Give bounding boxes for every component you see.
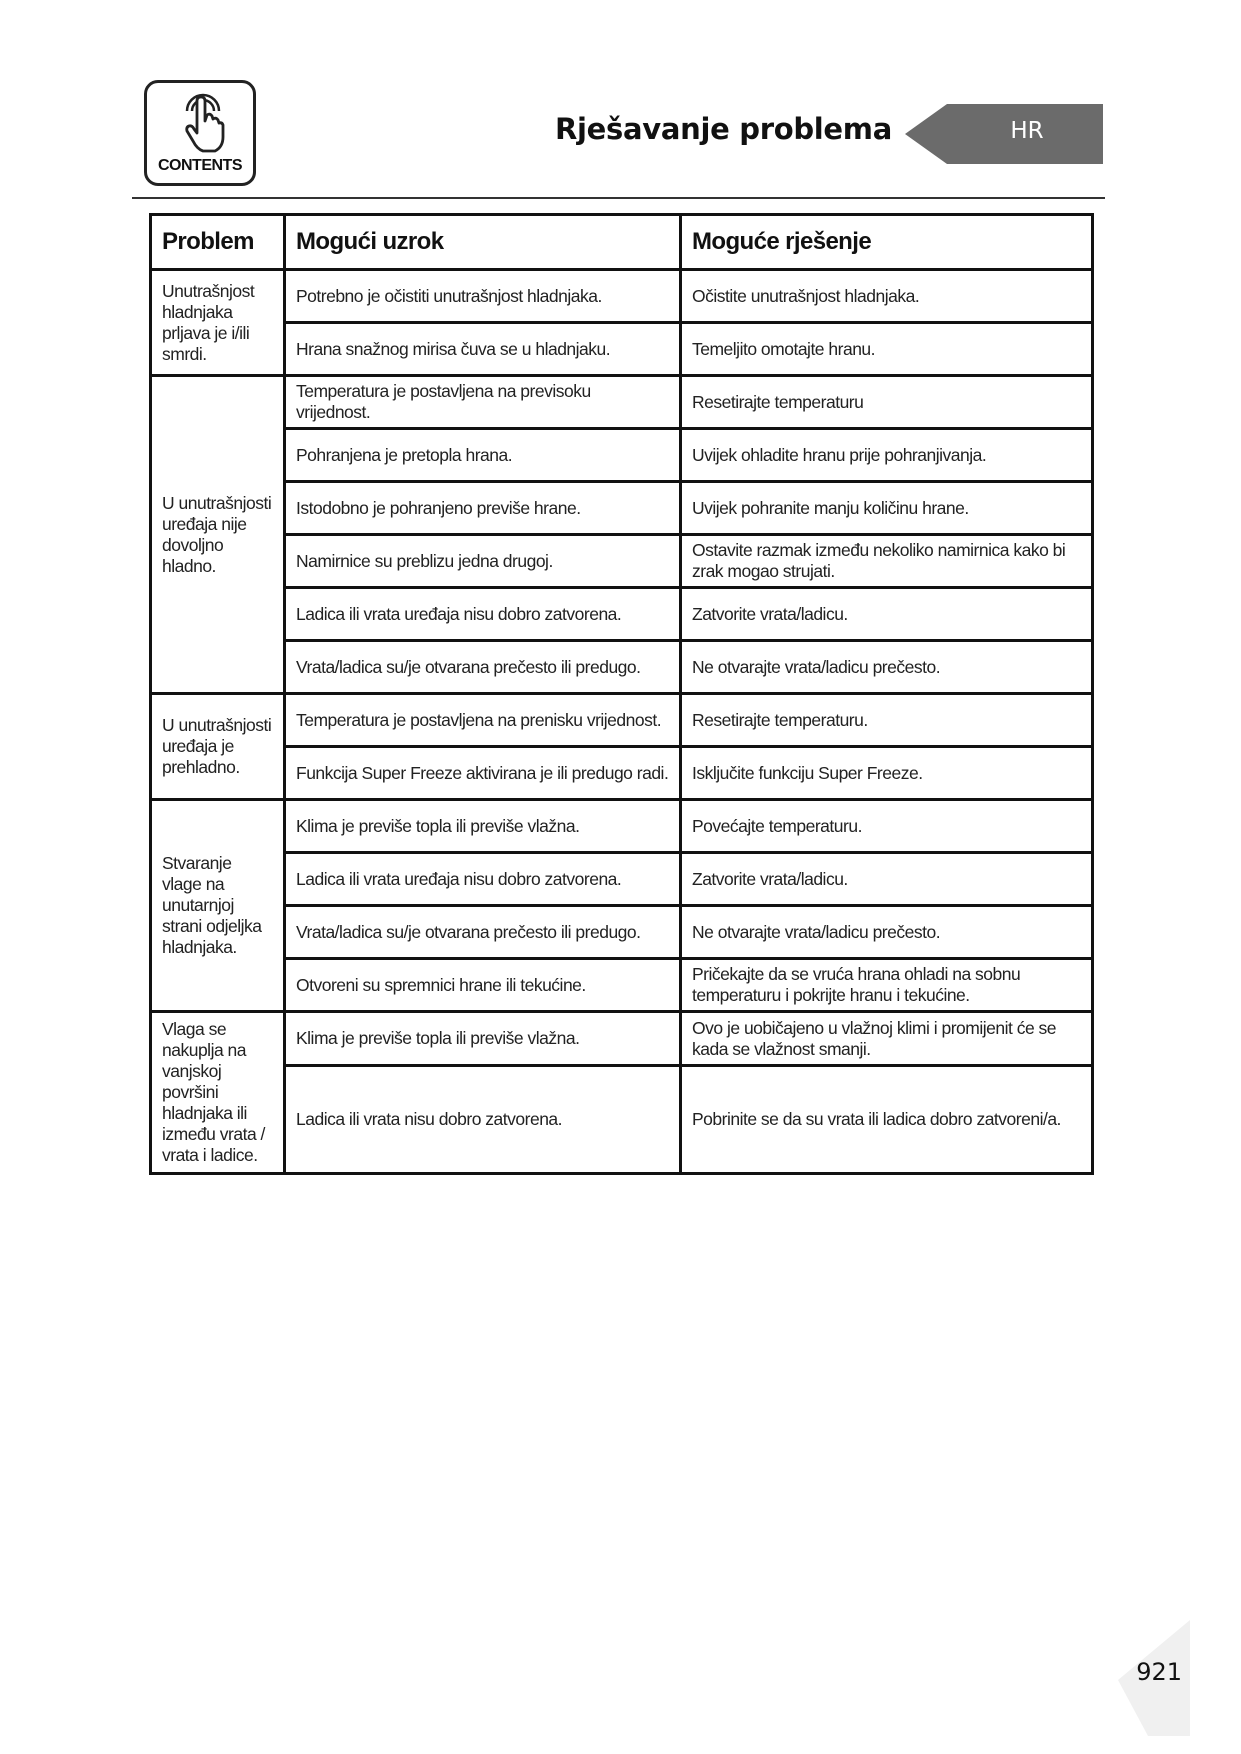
language-label: HR: [1010, 118, 1044, 144]
table-row: [151, 853, 1093, 906]
cause-cell: Temperatura je postavljena na previsoku vrijednost.: [285, 376, 681, 429]
solution-cell: Temeljito omotajte hranu.: [681, 323, 1093, 376]
solution-cell: Resetirajte temperaturu: [681, 376, 1093, 429]
table-row: [151, 482, 1093, 535]
problem-cell: Unutrašnjost hladnjaka prljava je i/ili smrdi.: [151, 270, 285, 376]
table-row: [151, 694, 1093, 747]
cause-cell: Ladica ili vrata uređaja nisu dobro zatvorena.: [285, 588, 681, 641]
solution-cell: Isključite funkciju Super Freeze.: [681, 747, 1093, 800]
header-divider: [132, 197, 1105, 199]
table-row: [151, 959, 1093, 1012]
cause-cell: Ladica ili vrata nisu dobro zatvorena.: [285, 1066, 681, 1174]
cause-cell: Funkcija Super Freeze aktivirana je ili predugo radi.: [285, 747, 681, 800]
cause-cell: Klima je previše topla ili previše vlažna.: [285, 800, 681, 853]
troubleshooting-table: [149, 213, 1094, 1175]
solution-cell: Ostavite razmak između nekoliko namirnica kako bi zrak mogao strujati.: [681, 535, 1093, 588]
solution-cell: Uvijek pohranite manju količinu hrane.: [681, 482, 1093, 535]
table-row: [151, 588, 1093, 641]
table-row: [151, 641, 1093, 694]
contents-label: CONTENTS: [158, 157, 242, 174]
solution-cell: Ne otvarajte vrata/ladicu prečesto.: [681, 906, 1093, 959]
problem-cell: U unutrašnjosti uređaja nije dovoljno hladno.: [151, 376, 285, 694]
solution-cell: Pričekajte da se vruća hrana ohladi na sobnu temperaturu i pokrijte hranu i tekućine.: [681, 959, 1093, 1012]
cause-cell: Namirnice su preblizu jedna drugoj.: [285, 535, 681, 588]
solution-cell: Uvijek ohladite hranu prije pohranjivanja.: [681, 429, 1093, 482]
contents-button[interactable]: [144, 80, 256, 186]
table-row: [151, 906, 1093, 959]
cause-cell: Vrata/ladica su/je otvarana prečesto ili predugo.: [285, 641, 681, 694]
cause-cell: Otvoreni su spremnici hrane ili tekućine.: [285, 959, 681, 1012]
table-row: [151, 429, 1093, 482]
problem-cell: Stvaranje vlage na unutarnjoj strani odjeljka hladnjaka.: [151, 800, 285, 1012]
page-number: 921: [1136, 1658, 1182, 1686]
table-header-row: [151, 215, 1093, 270]
solution-cell: Ne otvarajte vrata/ladicu prečesto.: [681, 641, 1093, 694]
problem-cell: Vlaga se nakuplja na vanjskoj površini hladnjaka ili između vrata / vrata i ladice.: [151, 1012, 285, 1174]
solution-cell: Pobrinite se da su vrata ili ladica dobro zatvoreni/a.: [681, 1066, 1093, 1174]
header-solution: Moguće rješenje: [681, 215, 1093, 270]
table-row: [151, 323, 1093, 376]
solution-cell: Očistite unutrašnjost hladnjaka.: [681, 270, 1093, 323]
cause-cell: Pohranjena je pretopla hrana.: [285, 429, 681, 482]
cause-cell: Klima je previše topla ili previše vlažna.: [285, 1012, 681, 1066]
table-row: [151, 270, 1093, 323]
cause-cell: Istodobno je pohranjeno previše hrane.: [285, 482, 681, 535]
solution-cell: Zatvorite vrata/ladicu.: [681, 853, 1093, 906]
solution-cell: Zatvorite vrata/ladicu.: [681, 588, 1093, 641]
language-tab: [905, 104, 1103, 164]
header-cause: Mogući uzrok: [285, 215, 681, 270]
table-row: [151, 1066, 1093, 1174]
solution-cell: Resetirajte temperaturu.: [681, 694, 1093, 747]
header-problem: Problem: [151, 215, 285, 270]
solution-cell: Ovo je uobičajeno u vlažnoj klimi i promijenit će se kada se vlažnost smanji.: [681, 1012, 1093, 1066]
problem-cell: U unutrašnjosti uređaja je prehladno.: [151, 694, 285, 800]
touch-hand-icon: [177, 89, 229, 155]
cause-cell: Hrana snažnog mirisa čuva se u hladnjaku.: [285, 323, 681, 376]
table-row: [151, 747, 1093, 800]
table-row: [151, 800, 1093, 853]
page-title: Rješavanje problema: [554, 112, 892, 146]
cause-cell: Ladica ili vrata uređaja nisu dobro zatvorena.: [285, 853, 681, 906]
cause-cell: Vrata/ladica su/je otvarana prečesto ili predugo.: [285, 906, 681, 959]
cause-cell: Temperatura je postavljena na prenisku vrijednost.: [285, 694, 681, 747]
table-row: [151, 1012, 1093, 1066]
solution-cell: Povećajte temperaturu.: [681, 800, 1093, 853]
table-row: [151, 376, 1093, 429]
cause-cell: Potrebno je očistiti unutrašnjost hladnjaka.: [285, 270, 681, 323]
table-row: [151, 535, 1093, 588]
